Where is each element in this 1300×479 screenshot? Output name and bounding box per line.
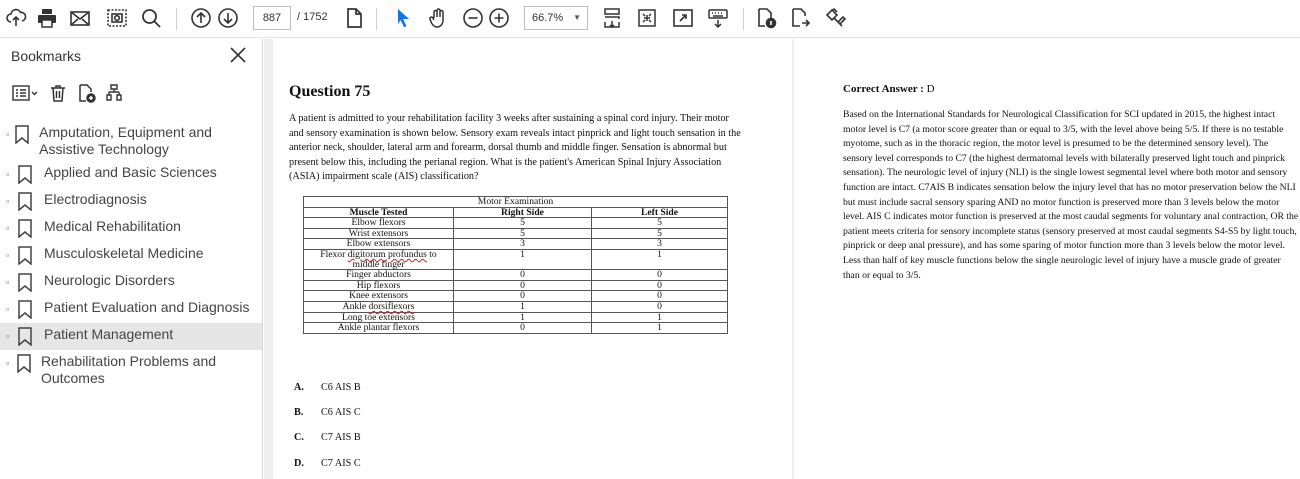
page-number-input[interactable]: 887 xyxy=(253,6,291,30)
left-cell: 0 xyxy=(592,280,728,291)
bookmark-options-icon[interactable] xyxy=(10,81,40,105)
option-text: C6 AIS B xyxy=(321,382,361,393)
document-page-right xyxy=(794,39,1300,479)
table-row xyxy=(304,291,728,302)
hand-tool-icon[interactable] xyxy=(424,5,452,31)
prev-page-icon[interactable] xyxy=(187,5,215,31)
new-bookmark-icon[interactable] xyxy=(74,81,98,105)
motor-exam-table xyxy=(303,196,728,334)
document-page-left xyxy=(273,39,792,479)
muscle-cell: Knee extensors xyxy=(304,291,454,302)
muscle-text: Ankle xyxy=(342,300,369,312)
left-cell: 3 xyxy=(592,239,728,250)
muscle-cell xyxy=(304,301,454,312)
left-cell: 5 xyxy=(592,218,728,229)
document-properties-icon[interactable] xyxy=(752,5,780,31)
table-header: Left Side xyxy=(592,207,728,218)
bookmark-item[interactable] xyxy=(0,269,262,296)
option-letter: D. xyxy=(294,458,304,469)
close-icon[interactable] xyxy=(228,45,248,65)
bookmark-label: Electrodiagnosis xyxy=(44,191,147,207)
muscle-text: to middle finger xyxy=(352,248,437,270)
option-letter: C. xyxy=(294,432,304,443)
bookmark-item[interactable] xyxy=(0,188,262,215)
muscle-cell xyxy=(304,249,454,269)
bookmark-icon xyxy=(16,164,36,184)
correct-answer-value: D xyxy=(926,83,935,95)
muscle-cell: Ankle plantar flexors xyxy=(304,323,454,334)
page-icon[interactable] xyxy=(340,5,368,31)
bookmark-icon xyxy=(16,272,36,292)
bookmarks-title: Bookmarks xyxy=(11,48,82,64)
delete-icon[interactable] xyxy=(46,81,70,105)
muscle-cell: Elbow extensors xyxy=(304,239,454,250)
bookmark-from-structure-icon[interactable] xyxy=(102,81,126,105)
snapshot-icon[interactable] xyxy=(103,5,131,31)
zoom-select[interactable] xyxy=(524,6,588,30)
toolbar xyxy=(0,0,1300,38)
chevron-down-icon: ▼ xyxy=(573,13,581,22)
left-cell: 0 xyxy=(592,270,728,281)
expand-icon[interactable]: ▫ xyxy=(6,129,10,139)
right-cell: 1 xyxy=(454,312,592,323)
full-screen-icon[interactable] xyxy=(669,5,697,31)
right-cell: 0 xyxy=(454,323,592,334)
expand-icon[interactable]: ▫ xyxy=(6,331,10,341)
bookmark-icon xyxy=(16,218,36,238)
muscle-cell: Finger abductors xyxy=(304,270,454,281)
bookmark-item-selected[interactable] xyxy=(0,323,262,350)
bookmark-label: Neurologic Disorders xyxy=(44,272,175,288)
zoom-in-icon[interactable] xyxy=(485,5,513,31)
bookmark-label: Rehabilitation Problems and Outcomes xyxy=(40,353,217,386)
muscle-cell: Hip flexors xyxy=(304,280,454,291)
bookmark-label: Amputation, Equipment and Assistive Technology xyxy=(39,124,212,157)
bookmark-item[interactable] xyxy=(0,350,262,390)
bookmark-item[interactable] xyxy=(0,296,262,323)
email-icon[interactable] xyxy=(66,5,94,31)
muscle-cell: Long toe extensors xyxy=(304,312,454,323)
right-cell: 1 xyxy=(454,301,592,312)
muscle-text: Flexor xyxy=(320,248,348,260)
table-row xyxy=(304,228,728,239)
left-cell: 1 xyxy=(592,312,728,323)
left-cell: 1 xyxy=(592,323,728,334)
right-cell: 3 xyxy=(454,239,592,250)
bookmark-icon xyxy=(16,245,36,265)
option-text: C7 AIS C xyxy=(321,458,361,469)
option-letter: B. xyxy=(294,407,304,418)
zoom-value: 66.7% xyxy=(532,12,564,24)
expand-icon[interactable]: ▫ xyxy=(6,277,10,287)
table-row xyxy=(304,239,728,250)
edit-sign-icon[interactable] xyxy=(821,5,849,31)
right-cell: 0 xyxy=(454,280,592,291)
table-row xyxy=(304,312,728,323)
table-row xyxy=(304,301,728,312)
expand-icon[interactable]: ▫ xyxy=(6,223,10,233)
table-header: Right Side xyxy=(454,207,592,218)
option-text: C6 AIS C xyxy=(321,407,361,418)
bookmark-icon xyxy=(15,353,33,373)
question-title: Question 75 xyxy=(289,83,371,100)
table-row xyxy=(304,280,728,291)
toolbar-separator xyxy=(176,8,177,30)
right-cell: 0 xyxy=(454,291,592,302)
read-mode-icon[interactable] xyxy=(704,5,732,31)
right-cell: 0 xyxy=(454,270,592,281)
left-cell: 0 xyxy=(592,301,728,312)
correct-answer-label: Correct Answer : xyxy=(843,83,924,95)
fit-page-icon[interactable] xyxy=(598,5,626,31)
next-page-icon[interactable] xyxy=(214,5,242,31)
right-cell: 5 xyxy=(454,218,592,229)
table-header: Muscle Tested xyxy=(304,207,454,218)
expand-icon[interactable]: ▫ xyxy=(6,196,10,206)
bookmark-label: Applied and Basic Sciences xyxy=(44,164,217,180)
left-cell: 1 xyxy=(592,249,728,269)
toolbar-separator xyxy=(743,8,744,30)
left-cell: 5 xyxy=(592,228,728,239)
spellcheck-word: dorsiflexors xyxy=(368,300,415,312)
answer-explanation: Based on the International Standards for Neurological Classification for SCI updated in 2015, the highest intact motor level is C7 (a motor score greater than or equal to 3/5, with the level above being 5/5. If there is no testable myotome, such as in the thoracic region, the motor level is presumed to be the determined sensory level). The sensory level corresponds to C7 (the highest dermatomal levels with bilaterally preserved light touch and pinprick sensation). The neurologic level of injury (NLI) is the single lowest segmental level where both motor and sensory function are intact. C7AIS B indicates sensation below the injury level that has no motor preservation below the NLI but must include sacral sensory sparing AND no motor function is preserved more than 3 levels below the motor level. AIS C indicates motor function is preserved at the most caudal segments for voluntary anal contraction, OR the patient meets criteria for sensory incomplete status (sensory preserved at most caudal segments S4-S5 by light touch, pinprick or deep anal pressure), and has some sparing of motor function more than 3 levels below the motor level. Less than half of key muscle functions below the single neurologic level of injury have a muscle grade of greater than or equal to 3/5. xyxy=(843,109,1299,281)
table-caption: Motor Examination xyxy=(304,197,728,208)
expand-icon[interactable]: ▫ xyxy=(6,169,10,179)
bookmarks-panel xyxy=(0,39,263,479)
question-text: A patient is admitted to your rehabilitation facility 3 weeks after sustaining a spinal cord injury. Their motor and sensory examination is shown below. Sensory exam reveals intact pinprick and light touch sensation in the anterior neck, shoulder, lateral arm and forearm, dorsal thumb and middle finger. Sensation is abnormal but present below this, including the perianal region. What is the patient's American Spinal Injury Association (ASIA) impairment scale (AIS) classification? xyxy=(289,113,741,183)
option-letter: A. xyxy=(294,382,304,393)
bookmark-item[interactable] xyxy=(0,215,262,242)
spellcheck-word: digitorum profundus xyxy=(347,248,427,260)
toolbar-separator xyxy=(376,8,377,30)
share-icon[interactable] xyxy=(2,5,30,31)
expand-icon[interactable]: ▫ xyxy=(6,250,10,260)
expand-icon[interactable]: ▫ xyxy=(6,304,10,314)
table-row xyxy=(304,218,728,229)
bookmark-icon xyxy=(16,191,36,211)
bookmark-label: Patient Management xyxy=(44,326,174,342)
option-text: C7 AIS B xyxy=(321,432,361,443)
zoom-out-icon[interactable] xyxy=(459,5,487,31)
print-icon[interactable] xyxy=(33,5,61,31)
right-cell: 5 xyxy=(454,228,592,239)
page-total: / 1752 xyxy=(297,11,328,23)
muscle-cell: Wrist extensors xyxy=(304,228,454,239)
muscle-cell: Elbow flexors xyxy=(304,218,454,229)
select-cursor-icon[interactable] xyxy=(389,5,417,31)
expand-icon[interactable]: ▫ xyxy=(6,358,10,368)
bookmark-item[interactable] xyxy=(0,161,262,188)
table-row xyxy=(304,249,728,269)
marquee-zoom-icon[interactable] xyxy=(633,5,661,31)
bookmark-icon xyxy=(13,124,31,144)
bookmarks-toolbar xyxy=(10,81,130,105)
bookmark-icon xyxy=(16,326,36,346)
export-icon[interactable] xyxy=(786,5,814,31)
bookmark-list xyxy=(0,121,262,390)
table-row xyxy=(304,323,728,334)
bookmark-icon xyxy=(16,299,36,319)
bookmark-label: Medical Rehabilitation xyxy=(44,218,181,234)
document-view[interactable] xyxy=(264,39,1300,479)
right-cell: 1 xyxy=(454,249,592,269)
search-icon[interactable] xyxy=(137,5,165,31)
left-cell: 0 xyxy=(592,291,728,302)
correct-answer-heading xyxy=(843,83,935,95)
bookmark-item[interactable] xyxy=(0,121,262,161)
bookmark-label: Musculoskeletal Medicine xyxy=(44,245,204,261)
table-row xyxy=(304,270,728,281)
bookmark-item[interactable] xyxy=(0,242,262,269)
bookmark-label: Patient Evaluation and Diagnosis xyxy=(44,299,250,315)
